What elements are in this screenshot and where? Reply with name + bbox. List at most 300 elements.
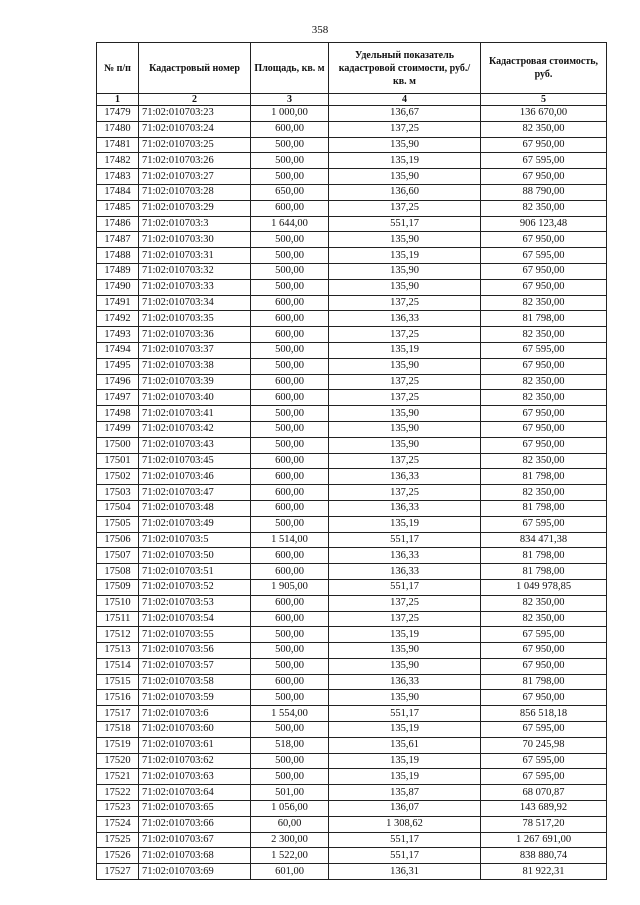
- row-number-cell: 17509: [97, 579, 139, 595]
- unit-value-cell: 136,33: [329, 548, 481, 564]
- cadastral-number-cell: 71:02:010703:45: [139, 453, 251, 469]
- row-number-cell: 17523: [97, 801, 139, 817]
- cadastral-number-cell: 71:02:010703:38: [139, 358, 251, 374]
- unit-value-cell: 137,25: [329, 200, 481, 216]
- cadastral-number-cell: 71:02:010703:33: [139, 279, 251, 295]
- table-row: [97, 627, 607, 643]
- row-number-cell: 17508: [97, 564, 139, 580]
- area-cell: 600,00: [251, 500, 329, 516]
- cadastral-number-cell: 71:02:010703:37: [139, 342, 251, 358]
- area-cell: 500,00: [251, 137, 329, 153]
- cadastral-number-cell: 71:02:010703:31: [139, 248, 251, 264]
- row-number-cell: 17497: [97, 390, 139, 406]
- area-cell: 600,00: [251, 327, 329, 343]
- table-row: [97, 200, 607, 216]
- table-row: [97, 469, 607, 485]
- row-number-cell: 17516: [97, 690, 139, 706]
- unit-value-cell: 136,31: [329, 864, 481, 880]
- cadastral-number-cell: 71:02:010703:65: [139, 801, 251, 817]
- row-number-cell: 17496: [97, 374, 139, 390]
- table-row: [97, 232, 607, 248]
- unit-value-cell: 136,33: [329, 311, 481, 327]
- cadastral-value-cell: 67 595,00: [481, 753, 607, 769]
- area-cell: 500,00: [251, 437, 329, 453]
- area-cell: 500,00: [251, 690, 329, 706]
- cadastral-value-cell: 67 950,00: [481, 406, 607, 422]
- cadastral-value-cell: 67 595,00: [481, 722, 607, 738]
- area-cell: 600,00: [251, 595, 329, 611]
- cadastral-number-cell: 71:02:010703:28: [139, 184, 251, 200]
- row-number-cell: 17492: [97, 311, 139, 327]
- cadastral-number-cell: 71:02:010703:61: [139, 737, 251, 753]
- unit-value-cell: 137,25: [329, 327, 481, 343]
- cadastral-value-cell: 1 049 978,85: [481, 579, 607, 595]
- cadastral-number-cell: 71:02:010703:51: [139, 564, 251, 580]
- table-row: [97, 753, 607, 769]
- unit-value-cell: 551,17: [329, 579, 481, 595]
- cadastral-number-cell: 71:02:010703:39: [139, 374, 251, 390]
- cadastral-value-cell: 67 950,00: [481, 232, 607, 248]
- cadastral-number-cell: 71:02:010703:55: [139, 627, 251, 643]
- area-cell: 500,00: [251, 358, 329, 374]
- row-number-cell: 17506: [97, 532, 139, 548]
- area-cell: 500,00: [251, 516, 329, 532]
- row-number-cell: 17515: [97, 674, 139, 690]
- cadastral-number-cell: 71:02:010703:27: [139, 169, 251, 185]
- cadastral-value-cell: 67 595,00: [481, 342, 607, 358]
- area-cell: 500,00: [251, 753, 329, 769]
- table-row: [97, 137, 607, 153]
- table-row: [97, 406, 607, 422]
- column-number: 1: [97, 94, 139, 106]
- unit-value-cell: 135,90: [329, 406, 481, 422]
- unit-value-cell: 135,90: [329, 658, 481, 674]
- table-row: [97, 169, 607, 185]
- cadastral-number-cell: 71:02:010703:59: [139, 690, 251, 706]
- row-number-cell: 17498: [97, 406, 139, 422]
- area-cell: 2 300,00: [251, 832, 329, 848]
- table-row: [97, 516, 607, 532]
- unit-value-cell: 136,33: [329, 564, 481, 580]
- row-number-cell: 17479: [97, 106, 139, 122]
- cadastral-number-cell: 71:02:010703:64: [139, 785, 251, 801]
- cadastral-number-cell: 71:02:010703:60: [139, 722, 251, 738]
- cadastral-value-cell: 68 070,87: [481, 785, 607, 801]
- unit-value-cell: 135,19: [329, 627, 481, 643]
- cadastral-value-cell: 67 950,00: [481, 421, 607, 437]
- cadastral-value-cell: 143 689,92: [481, 801, 607, 817]
- cadastral-number-cell: 71:02:010703:23: [139, 106, 251, 122]
- area-cell: 600,00: [251, 453, 329, 469]
- area-cell: 650,00: [251, 184, 329, 200]
- table-row: [97, 358, 607, 374]
- header-area: Площадь, кв. м: [251, 43, 329, 94]
- unit-value-cell: 135,19: [329, 516, 481, 532]
- header-cadastral-number: Кадастровый номер: [139, 43, 251, 94]
- table-row: [97, 279, 607, 295]
- unit-value-cell: 136,60: [329, 184, 481, 200]
- cadastral-value-cell: 67 950,00: [481, 690, 607, 706]
- unit-value-cell: 137,25: [329, 485, 481, 501]
- cadastral-number-cell: 71:02:010703:49: [139, 516, 251, 532]
- table-row: [97, 643, 607, 659]
- area-cell: 500,00: [251, 421, 329, 437]
- area-cell: 1 554,00: [251, 706, 329, 722]
- area-cell: 600,00: [251, 485, 329, 501]
- cadastral-value-cell: 78 517,20: [481, 816, 607, 832]
- table-body: [97, 106, 607, 880]
- table-row: [97, 295, 607, 311]
- cadastral-value-cell: 82 350,00: [481, 453, 607, 469]
- table-row: [97, 327, 607, 343]
- table-row: [97, 611, 607, 627]
- cadastral-value-table: [96, 42, 607, 880]
- unit-value-cell: 137,25: [329, 595, 481, 611]
- area-cell: 500,00: [251, 342, 329, 358]
- row-number-cell: 17512: [97, 627, 139, 643]
- area-cell: 600,00: [251, 374, 329, 390]
- cadastral-value-cell: 82 350,00: [481, 295, 607, 311]
- table-row: [97, 864, 607, 880]
- row-number-cell: 17510: [97, 595, 139, 611]
- area-cell: 600,00: [251, 390, 329, 406]
- cadastral-value-cell: 136 670,00: [481, 106, 607, 122]
- unit-value-cell: 551,17: [329, 832, 481, 848]
- row-number-cell: 17485: [97, 200, 139, 216]
- cadastral-value-cell: 82 350,00: [481, 485, 607, 501]
- row-number-cell: 17524: [97, 816, 139, 832]
- cadastral-value-cell: 834 471,38: [481, 532, 607, 548]
- row-number-cell: 17488: [97, 248, 139, 264]
- table-row: [97, 532, 607, 548]
- row-number-cell: 17519: [97, 737, 139, 753]
- unit-value-cell: 135,19: [329, 248, 481, 264]
- table-row: [97, 785, 607, 801]
- table-row: [97, 453, 607, 469]
- cadastral-number-cell: 71:02:010703:63: [139, 769, 251, 785]
- area-cell: 500,00: [251, 232, 329, 248]
- row-number-cell: 17520: [97, 753, 139, 769]
- row-number-cell: 17490: [97, 279, 139, 295]
- cadastral-value-cell: 67 595,00: [481, 516, 607, 532]
- row-number-cell: 17494: [97, 342, 139, 358]
- table-row: [97, 658, 607, 674]
- table-row: [97, 437, 607, 453]
- page-number: 358: [311, 24, 329, 36]
- row-number-cell: 17505: [97, 516, 139, 532]
- header-row-number: № п/п: [97, 43, 139, 94]
- cadastral-number-cell: 71:02:010703:46: [139, 469, 251, 485]
- unit-value-cell: 135,90: [329, 421, 481, 437]
- cadastral-number-cell: 71:02:010703:26: [139, 153, 251, 169]
- row-number-cell: 17483: [97, 169, 139, 185]
- cadastral-value-cell: 67 950,00: [481, 437, 607, 453]
- row-number-cell: 17513: [97, 643, 139, 659]
- table-row: [97, 816, 607, 832]
- column-number: 3: [251, 94, 329, 106]
- cadastral-number-cell: 71:02:010703:25: [139, 137, 251, 153]
- row-number-cell: 17507: [97, 548, 139, 564]
- area-cell: 1 905,00: [251, 579, 329, 595]
- area-cell: 600,00: [251, 121, 329, 137]
- cadastral-value-cell: 81 798,00: [481, 469, 607, 485]
- cadastral-number-cell: 71:02:010703:6: [139, 706, 251, 722]
- unit-value-cell: 135,90: [329, 358, 481, 374]
- table-row: [97, 106, 607, 122]
- table-row: [97, 153, 607, 169]
- header-unit-value: Удельный показатель кадастровой стоимости, руб./кв. м: [329, 43, 481, 94]
- table-row: [97, 832, 607, 848]
- area-cell: 500,00: [251, 658, 329, 674]
- area-cell: 600,00: [251, 564, 329, 580]
- cadastral-number-cell: 71:02:010703:32: [139, 263, 251, 279]
- area-cell: 600,00: [251, 611, 329, 627]
- cadastral-number-cell: 71:02:010703:56: [139, 643, 251, 659]
- cadastral-value-cell: 67 950,00: [481, 279, 607, 295]
- table-row: [97, 737, 607, 753]
- header-row: [97, 43, 607, 94]
- cadastral-value-cell: 67 595,00: [481, 248, 607, 264]
- table-row: [97, 706, 607, 722]
- unit-value-cell: 135,90: [329, 232, 481, 248]
- cadastral-value-cell: 82 350,00: [481, 595, 607, 611]
- area-cell: 1 644,00: [251, 216, 329, 232]
- table-row: [97, 690, 607, 706]
- unit-value-cell: 135,90: [329, 169, 481, 185]
- row-number-cell: 17482: [97, 153, 139, 169]
- unit-value-cell: 135,90: [329, 643, 481, 659]
- table-row: [97, 485, 607, 501]
- table-row: [97, 579, 607, 595]
- area-cell: 500,00: [251, 722, 329, 738]
- area-cell: 1 514,00: [251, 532, 329, 548]
- cadastral-value-cell: 82 350,00: [481, 611, 607, 627]
- area-cell: 500,00: [251, 248, 329, 264]
- cadastral-number-cell: 71:02:010703:29: [139, 200, 251, 216]
- unit-value-cell: 136,67: [329, 106, 481, 122]
- cadastral-number-cell: 71:02:010703:41: [139, 406, 251, 422]
- table-row: [97, 500, 607, 516]
- unit-value-cell: 137,25: [329, 121, 481, 137]
- row-number-cell: 17522: [97, 785, 139, 801]
- cadastral-value-cell: 81 798,00: [481, 311, 607, 327]
- area-cell: 500,00: [251, 279, 329, 295]
- row-number-cell: 17480: [97, 121, 139, 137]
- cadastral-value-cell: 82 350,00: [481, 327, 607, 343]
- table-row: [97, 421, 607, 437]
- column-number-row: [97, 94, 607, 106]
- area-cell: 1 522,00: [251, 848, 329, 864]
- cadastral-number-cell: 71:02:010703:50: [139, 548, 251, 564]
- cadastral-value-cell: 67 595,00: [481, 153, 607, 169]
- unit-value-cell: 551,17: [329, 532, 481, 548]
- cadastral-number-cell: 71:02:010703:66: [139, 816, 251, 832]
- cadastral-number-cell: 71:02:010703:68: [139, 848, 251, 864]
- unit-value-cell: 135,19: [329, 722, 481, 738]
- area-cell: 518,00: [251, 737, 329, 753]
- cadastral-value-cell: 67 950,00: [481, 643, 607, 659]
- row-number-cell: 17521: [97, 769, 139, 785]
- cadastral-number-cell: 71:02:010703:36: [139, 327, 251, 343]
- cadastral-value-cell: 81 798,00: [481, 500, 607, 516]
- cadastral-value-cell: 67 950,00: [481, 658, 607, 674]
- table-row: [97, 216, 607, 232]
- area-cell: 500,00: [251, 169, 329, 185]
- cadastral-value-cell: 838 880,74: [481, 848, 607, 864]
- unit-value-cell: 135,19: [329, 153, 481, 169]
- cadastral-value-cell: 67 950,00: [481, 169, 607, 185]
- row-number-cell: 17527: [97, 864, 139, 880]
- area-cell: 500,00: [251, 643, 329, 659]
- row-number-cell: 17514: [97, 658, 139, 674]
- unit-value-cell: 135,19: [329, 753, 481, 769]
- column-number: 5: [481, 94, 607, 106]
- table-row: [97, 311, 607, 327]
- unit-value-cell: 135,19: [329, 342, 481, 358]
- row-number-cell: 17493: [97, 327, 139, 343]
- unit-value-cell: 136,33: [329, 469, 481, 485]
- row-number-cell: 17526: [97, 848, 139, 864]
- row-number-cell: 17487: [97, 232, 139, 248]
- cadastral-number-cell: 71:02:010703:67: [139, 832, 251, 848]
- unit-value-cell: 135,19: [329, 769, 481, 785]
- row-number-cell: 17517: [97, 706, 139, 722]
- table-row: [97, 722, 607, 738]
- row-number-cell: 17503: [97, 485, 139, 501]
- cadastral-value-cell: 67 950,00: [481, 137, 607, 153]
- cadastral-value-cell: 906 123,48: [481, 216, 607, 232]
- unit-value-cell: 551,17: [329, 706, 481, 722]
- cadastral-number-cell: 71:02:010703:42: [139, 421, 251, 437]
- unit-value-cell: 136,33: [329, 500, 481, 516]
- area-cell: 600,00: [251, 311, 329, 327]
- table-row: [97, 548, 607, 564]
- table-row: [97, 769, 607, 785]
- area-cell: 60,00: [251, 816, 329, 832]
- table-row: [97, 595, 607, 611]
- table-row: [97, 184, 607, 200]
- area-cell: 500,00: [251, 406, 329, 422]
- cadastral-number-cell: 71:02:010703:35: [139, 311, 251, 327]
- cadastral-number-cell: 71:02:010703:48: [139, 500, 251, 516]
- row-number-cell: 17484: [97, 184, 139, 200]
- cadastral-number-cell: 71:02:010703:30: [139, 232, 251, 248]
- area-cell: 600,00: [251, 674, 329, 690]
- row-number-cell: 17495: [97, 358, 139, 374]
- column-number: 4: [329, 94, 481, 106]
- cadastral-number-cell: 71:02:010703:24: [139, 121, 251, 137]
- area-cell: 500,00: [251, 627, 329, 643]
- unit-value-cell: 1 308,62: [329, 816, 481, 832]
- area-cell: 500,00: [251, 263, 329, 279]
- row-number-cell: 17511: [97, 611, 139, 627]
- table-row: [97, 342, 607, 358]
- unit-value-cell: 135,87: [329, 785, 481, 801]
- cadastral-number-cell: 71:02:010703:62: [139, 753, 251, 769]
- area-cell: 500,00: [251, 153, 329, 169]
- cadastral-value-cell: 82 350,00: [481, 374, 607, 390]
- unit-value-cell: 135,90: [329, 690, 481, 706]
- cadastral-number-cell: 71:02:010703:43: [139, 437, 251, 453]
- area-cell: 501,00: [251, 785, 329, 801]
- cadastral-number-cell: 71:02:010703:58: [139, 674, 251, 690]
- cadastral-number-cell: 71:02:010703:52: [139, 579, 251, 595]
- cadastral-value-cell: 67 950,00: [481, 263, 607, 279]
- area-cell: 1 000,00: [251, 106, 329, 122]
- unit-value-cell: 137,25: [329, 611, 481, 627]
- cadastral-value-cell: 856 518,18: [481, 706, 607, 722]
- area-cell: 600,00: [251, 295, 329, 311]
- table-row: [97, 674, 607, 690]
- header-cadastral-value: Кадастровая стоимость, руб.: [481, 43, 607, 94]
- area-cell: 600,00: [251, 548, 329, 564]
- unit-value-cell: 137,25: [329, 374, 481, 390]
- cadastral-value-cell: 67 595,00: [481, 627, 607, 643]
- table-row: [97, 374, 607, 390]
- unit-value-cell: 135,90: [329, 263, 481, 279]
- row-number-cell: 17491: [97, 295, 139, 311]
- cadastral-number-cell: 71:02:010703:69: [139, 864, 251, 880]
- cadastral-value-cell: 81 922,31: [481, 864, 607, 880]
- row-number-cell: 17486: [97, 216, 139, 232]
- column-number: 2: [139, 94, 251, 106]
- cadastral-number-cell: 71:02:010703:3: [139, 216, 251, 232]
- cadastral-value-cell: 82 350,00: [481, 200, 607, 216]
- table-row: [97, 248, 607, 264]
- cadastral-value-cell: 82 350,00: [481, 390, 607, 406]
- cadastral-value-cell: 81 798,00: [481, 674, 607, 690]
- cadastral-number-cell: 71:02:010703:34: [139, 295, 251, 311]
- row-number-cell: 17504: [97, 500, 139, 516]
- cadastral-value-cell: 67 950,00: [481, 358, 607, 374]
- unit-value-cell: 136,33: [329, 674, 481, 690]
- unit-value-cell: 135,90: [329, 279, 481, 295]
- row-number-cell: 17525: [97, 832, 139, 848]
- row-number-cell: 17481: [97, 137, 139, 153]
- cadastral-number-cell: 71:02:010703:53: [139, 595, 251, 611]
- area-cell: 600,00: [251, 200, 329, 216]
- cadastral-number-cell: 71:02:010703:40: [139, 390, 251, 406]
- table-row: [97, 801, 607, 817]
- area-cell: 1 056,00: [251, 801, 329, 817]
- cadastral-value-cell: 67 595,00: [481, 769, 607, 785]
- row-number-cell: 17502: [97, 469, 139, 485]
- unit-value-cell: 137,25: [329, 453, 481, 469]
- unit-value-cell: 136,07: [329, 801, 481, 817]
- unit-value-cell: 551,17: [329, 216, 481, 232]
- cadastral-number-cell: 71:02:010703:54: [139, 611, 251, 627]
- cadastral-value-cell: 82 350,00: [481, 121, 607, 137]
- table-row: [97, 848, 607, 864]
- unit-value-cell: 551,17: [329, 848, 481, 864]
- unit-value-cell: 137,25: [329, 390, 481, 406]
- table-row: [97, 564, 607, 580]
- cadastral-number-cell: 71:02:010703:47: [139, 485, 251, 501]
- unit-value-cell: 135,90: [329, 437, 481, 453]
- cadastral-value-cell: 1 267 691,00: [481, 832, 607, 848]
- table-row: [97, 263, 607, 279]
- table-row: [97, 121, 607, 137]
- unit-value-cell: 135,61: [329, 737, 481, 753]
- table-row: [97, 390, 607, 406]
- row-number-cell: 17518: [97, 722, 139, 738]
- unit-value-cell: 135,90: [329, 137, 481, 153]
- area-cell: 601,00: [251, 864, 329, 880]
- cadastral-number-cell: 71:02:010703:57: [139, 658, 251, 674]
- row-number-cell: 17501: [97, 453, 139, 469]
- row-number-cell: 17499: [97, 421, 139, 437]
- unit-value-cell: 137,25: [329, 295, 481, 311]
